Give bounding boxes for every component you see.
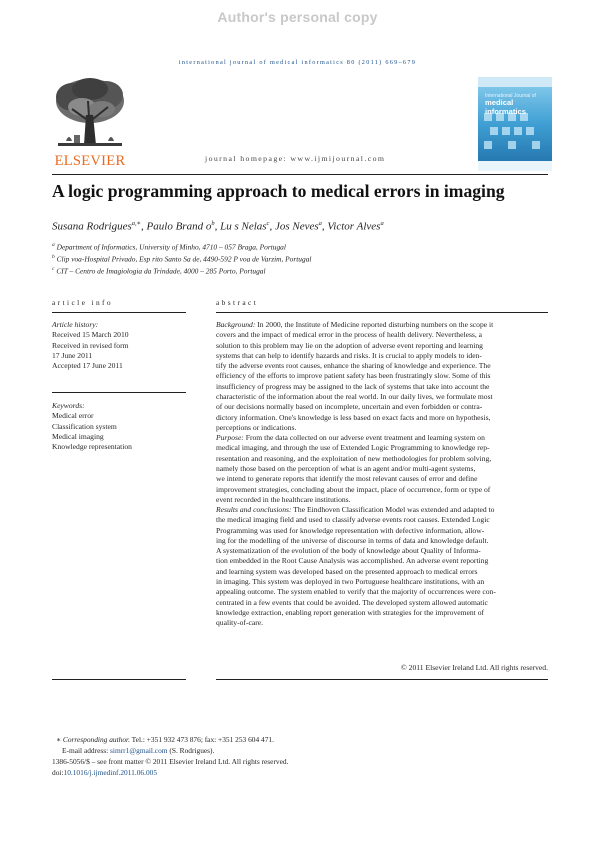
doi-line: [52, 768, 157, 777]
keywords-bottom-rule: [52, 679, 186, 680]
article-title: A logic programming approach to medical errors in imaging: [52, 181, 505, 201]
abstract-line: systems that can help to identify hazards and risks. It is crucial to apply models to iden-: [216, 350, 482, 360]
elsevier-tree-icon: [52, 75, 128, 153]
author-list: Susana Rodrigues$^{a,∗}$, Paulo Brand $o^b$, Lu s Nelas$^c$, Jos Neves$^a$, Victor Alves$^a$: [52, 220, 384, 233]
abstract-line: characteristic of the information about the real world. In our daily lives, we formulate most: [216, 391, 493, 401]
email-prefix: E-mail address:: [62, 746, 111, 755]
abstract-line: tion embedded in the Root Cause Analysis was accomplished. An adverse event reporting: [216, 556, 489, 566]
author-name[interactable]: Jos Neves: [274, 220, 319, 233]
history-item: Accepted 17 June 2011: [52, 361, 123, 371]
abstract-line: we intend to generate reports that identify the most relevant causes of error and define: [216, 474, 478, 484]
copyright-notice: © 2011 Elsevier Ireland Ltd. All rights reserved.: [401, 663, 548, 672]
email-link[interactable]: simrr1@gmail.com: [110, 746, 168, 755]
doi-link[interactable]: 10.1016/j.ijmedinf.2011.06.005: [63, 768, 158, 777]
keyword-item[interactable]: Medical error: [52, 411, 94, 421]
author-sup: a: [318, 220, 322, 227]
abstract-line: appealing outcome. The system enabled to verify that the majority of occurrences were con-: [216, 587, 496, 597]
abstract-line: resentation and reasoning, and the exploitation of new methodologies for problem solving,: [216, 453, 492, 463]
corresponding-label: Corresponding author.: [62, 735, 130, 744]
abstract-line: perceptions or indications.: [216, 422, 297, 432]
cover-title-large: medical informatics: [485, 98, 526, 116]
abstract-line: efficiency of the efforts to improve patient safety has been frustratingly slow. Some of this: [216, 371, 491, 381]
affiliation-text: Department of Informatics, University of Minho, 4710 – 057 Braga, Portugal: [56, 242, 286, 252]
background-label: Background:: [216, 320, 256, 329]
keywords-panel: [52, 401, 192, 452]
author-sup: b: [211, 220, 215, 227]
abstract-line: Programming was used for knowledge representation with defective information, allow-: [216, 525, 485, 535]
author-name[interactable]: Susana Rodrigues: [52, 220, 132, 233]
affiliation-text: CIT – Centro de Imagiologia da Trindade, 4000 – 285 Porto, Portugal: [56, 266, 266, 276]
affiliation-sup: a: [52, 242, 55, 248]
history-item: Received in revised form: [52, 340, 129, 350]
abstract-line: solution to this problem may lie on the adoption of adverse event reporting and learning: [216, 340, 483, 350]
affiliation: [52, 266, 266, 275]
corresponding-contact: Tel.: +351 932 473 876; fax: +351 253 604 471.: [129, 735, 274, 744]
abstract-line: The Eindhoven Classification Model was extended and adapted to: [291, 505, 495, 515]
affiliation-sup: c: [52, 266, 55, 272]
header-rule: [52, 174, 548, 175]
article-info-panel: [52, 320, 192, 371]
history-item: Received 15 March 2010: [52, 330, 129, 340]
keywords-label: Keywords:: [52, 401, 85, 410]
footnote-marker: ∗: [56, 735, 62, 744]
author-name[interactable]: Lu s Nelas: [220, 220, 267, 233]
publisher-wordmark: ELSEVIER: [54, 153, 126, 169]
history-label: Article history:: [52, 320, 99, 329]
abstract-heading: abstract: [216, 298, 259, 307]
author-name[interactable]: Paulo Brand o: [146, 220, 212, 233]
abstract-line: In 2000, the Institute of Medicine reported disturbing numbers on the scope it: [255, 320, 494, 329]
watermark: Author's personal copy: [217, 9, 378, 25]
author-sup: a,∗: [131, 220, 142, 227]
journal-citation-line[interactable]: international journal of medical informatics 80 (2011) 669–679: [178, 59, 417, 66]
purpose-label: Purpose:: [216, 433, 244, 443]
abstract-line: event recorded in the healthcare institutions.: [216, 494, 351, 504]
doi-prefix: doi:: [52, 768, 64, 777]
author-sup: c: [266, 220, 270, 227]
history-item: 17 June 2011: [52, 350, 93, 360]
results-label: Results and conclusions:: [216, 505, 292, 515]
cover-title-small: International Journal of: [485, 93, 536, 99]
affiliation: [52, 254, 311, 263]
abstract-line: From the data collected on our adverse event treatment and learning system on: [243, 433, 485, 443]
email-suffix: (S. Rodrigues).: [167, 746, 215, 755]
keyword-item[interactable]: Knowledge representation: [52, 442, 132, 452]
corresponding-author-note: [56, 735, 274, 744]
elsevier-logo[interactable]: [52, 75, 128, 167]
abstract-line: A systematization of the evolution of the body of knowledge about Quality of Informa-: [216, 546, 481, 556]
abstract-line: and learning system was developed based on the presented approach to medical errors: [216, 566, 478, 576]
journal-homepage-link[interactable]: journal homepage: www.ijmijournal.com: [205, 154, 386, 163]
affiliation-sup: b: [52, 254, 55, 260]
abstract-body: [216, 320, 548, 628]
abstract-line: insufficiency of progress may be assigned to the lack of systems that take into account the: [216, 381, 490, 391]
abstract-line: medical imaging, and through the use of Extended Logic Programming to knowledge rep-: [216, 443, 490, 453]
abstract-line: covers and the impact of medical error in the process of health delivery. Nevertheless, a: [216, 330, 483, 340]
article-info-rule: [52, 312, 186, 313]
author-sup: a: [380, 220, 384, 227]
abstract-line: quality-of-care.: [216, 618, 264, 628]
cover-image: [478, 77, 552, 171]
abstract-line: tify the adverse events root causes, enhance the sharing of knowledge and experience. The: [216, 361, 491, 371]
abstract-line: in imaging. This system was deployed in two Portuguese healthcare institutions, with an: [216, 577, 485, 587]
abstract-line: dictory information. One's knowledge is less based on exact facts and more on hypothesis,: [216, 412, 491, 422]
abstract-line: knowledge extraction, enabling report generation with strategies for the improvement of: [216, 607, 485, 617]
affiliation-text: Clip voa-Hospital Privado, Esp rito Santo Sa de, 4490-592 P voa de Varzim, Portugal: [56, 254, 312, 264]
abstract-line: the medical imaging field and used to classify adverse events root causes. Extended Logic: [216, 515, 490, 525]
issn-line: 1386-5056/$ – see front matter © 2011 Elsevier Ireland Ltd. All rights reserved.: [52, 757, 289, 766]
article-info-heading: article info: [52, 298, 114, 307]
abstract-line: ing for the modelling of the universe of discourse in terms of data and knowledge default.: [216, 535, 489, 545]
abstract-line: improvement strategies, concluding about the impact, place of occurrence, form or type of: [216, 484, 491, 494]
keyword-item[interactable]: Medical imaging: [52, 431, 104, 441]
affiliation: [52, 242, 286, 251]
abstract-line: centrated in a few events that could be avoided. The developed system allowed automatic: [216, 597, 488, 607]
abstract-bottom-rule: [216, 679, 548, 680]
email-note: [62, 746, 214, 755]
keyword-item[interactable]: Classification system: [52, 421, 117, 431]
abstract-line: namely those based on the perception of what is an agent and/or multi-agent systems,: [216, 463, 476, 473]
author-name[interactable]: Victor Alves: [327, 220, 381, 233]
journal-cover-thumbnail[interactable]: [478, 77, 552, 171]
abstract-rule: [216, 312, 548, 313]
abstract-line: of our decisions normally based on incomplete, uncertain and even forbidden or contra-: [216, 402, 483, 412]
history-rule: [52, 392, 186, 393]
